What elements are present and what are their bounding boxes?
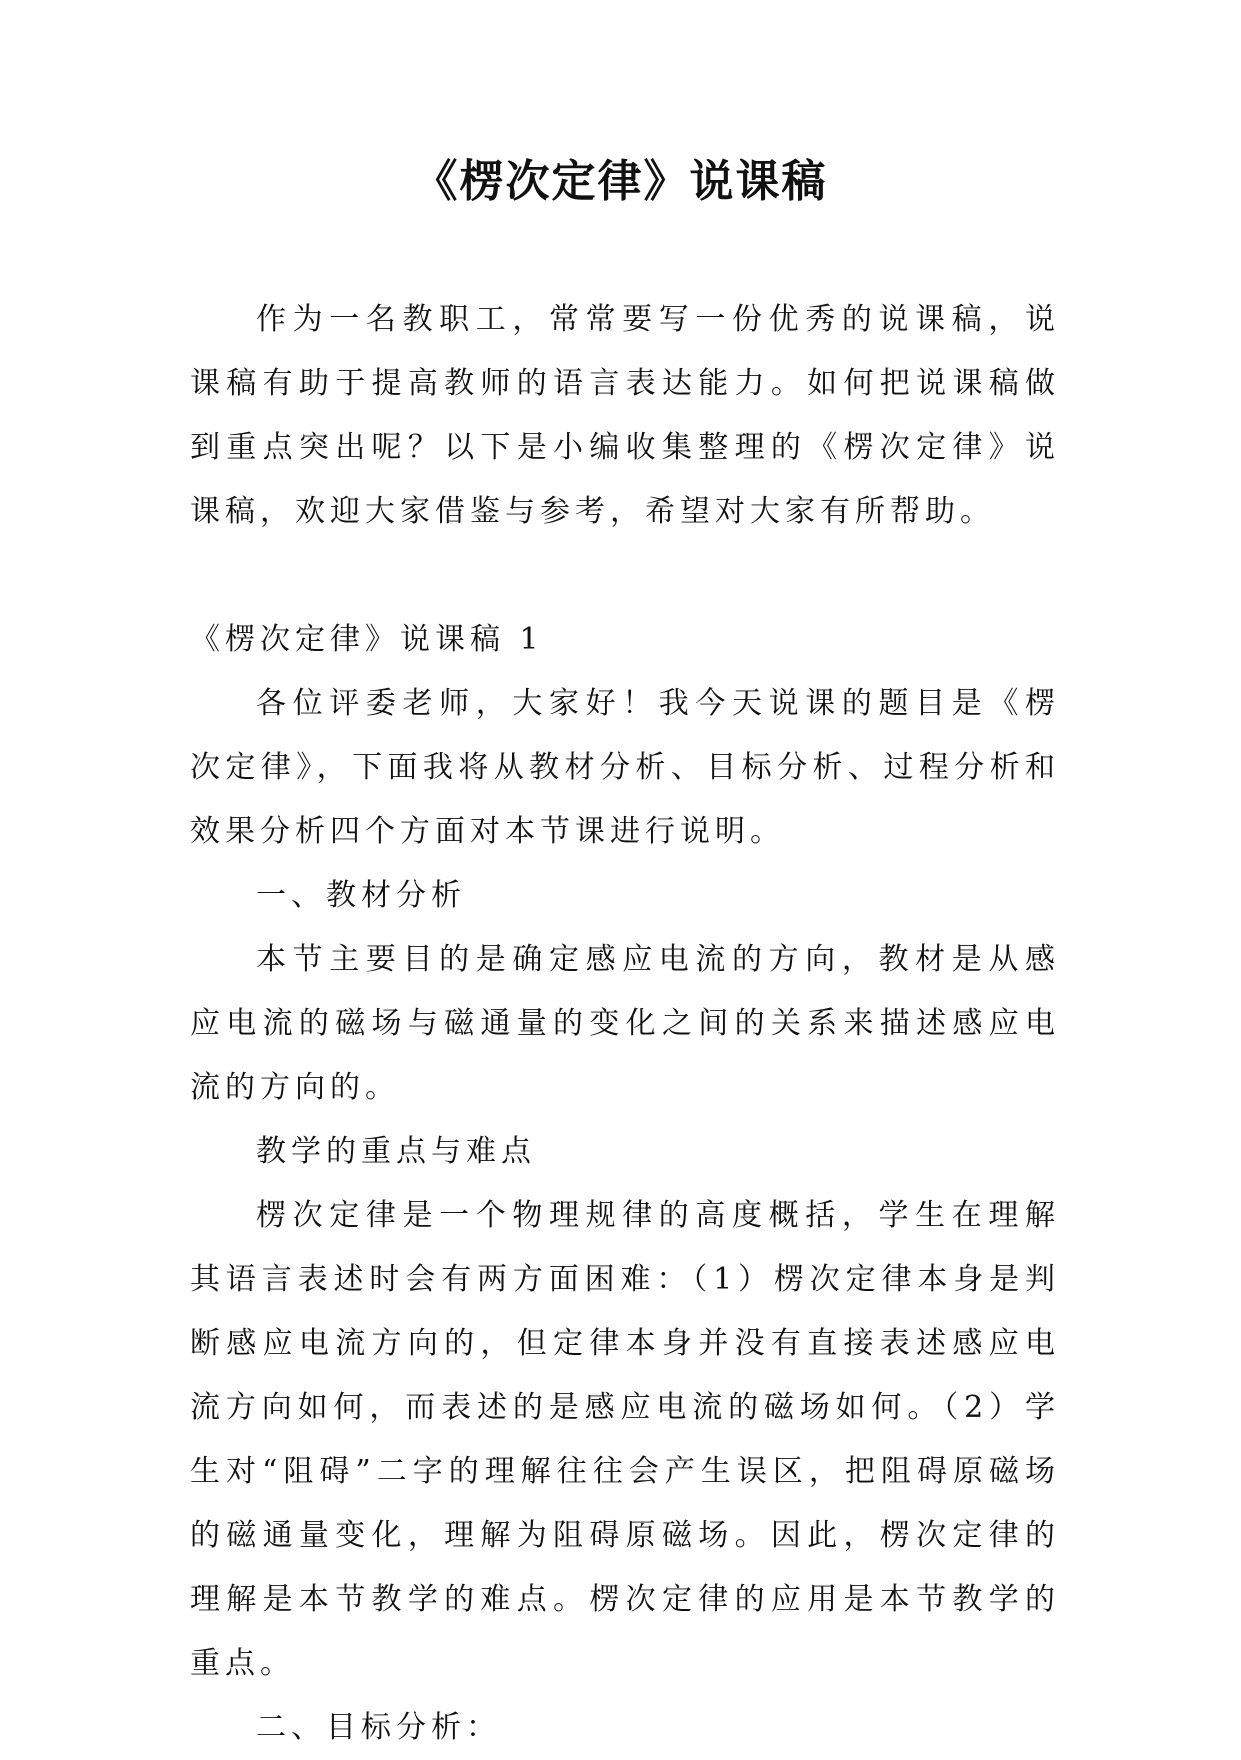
body-paragraph: 本节主要目的是确定感应电流的方向，教材是从感应电流的磁场与磁通量的变化之间的关系来描述感应电流的方向的。	[190, 942, 1060, 1105]
subheading-textbook-analysis: 一、教材分析	[256, 878, 466, 913]
section-heading: 《楞次定律》说课稿 1	[190, 622, 544, 657]
document-title: 《楞次定律》说课稿	[413, 156, 828, 207]
document-body	[190, 288, 1060, 1760]
body-paragraph: 各位评委老师，大家好！我今天说课的题目是《楞次定律》，下面我将从教材分析、目标分析、过程分析和效果分析四个方面对本节课进行说明。	[190, 686, 1060, 849]
subheading-key-points: 教学的重点与难点	[256, 1134, 536, 1169]
subheading-goal-analysis: 二、目标分析：	[256, 1710, 501, 1745]
intro-paragraph: 作为一名教职工，常常要写一份优秀的说课稿，说课稿有助于提高教师的语言表达能力。如何把说课稿做到重点突出呢？以下是小编收集整理的《楞次定律》说课稿，欢迎大家借鉴与参考，希望对大家有所帮助。	[190, 302, 1060, 529]
body-paragraph: 楞次定律是一个物理规律的高度概括，学生在理解其语言表述时会有两方面困难：（1）楞次定律本身是判断感应电流方向的，但定律本身并没有直接表述感应电流方向如何，而表述的是感应电流的磁场如何。（2）学生对“阻碍”二字的理解往往会产生误区，把阻碍原磁场的磁通量变化，理解为阻碍原磁场。因此，楞次定律的理解是本节教学的难点。楞次定律的应用是本节教学的重点。	[190, 1198, 1060, 1681]
